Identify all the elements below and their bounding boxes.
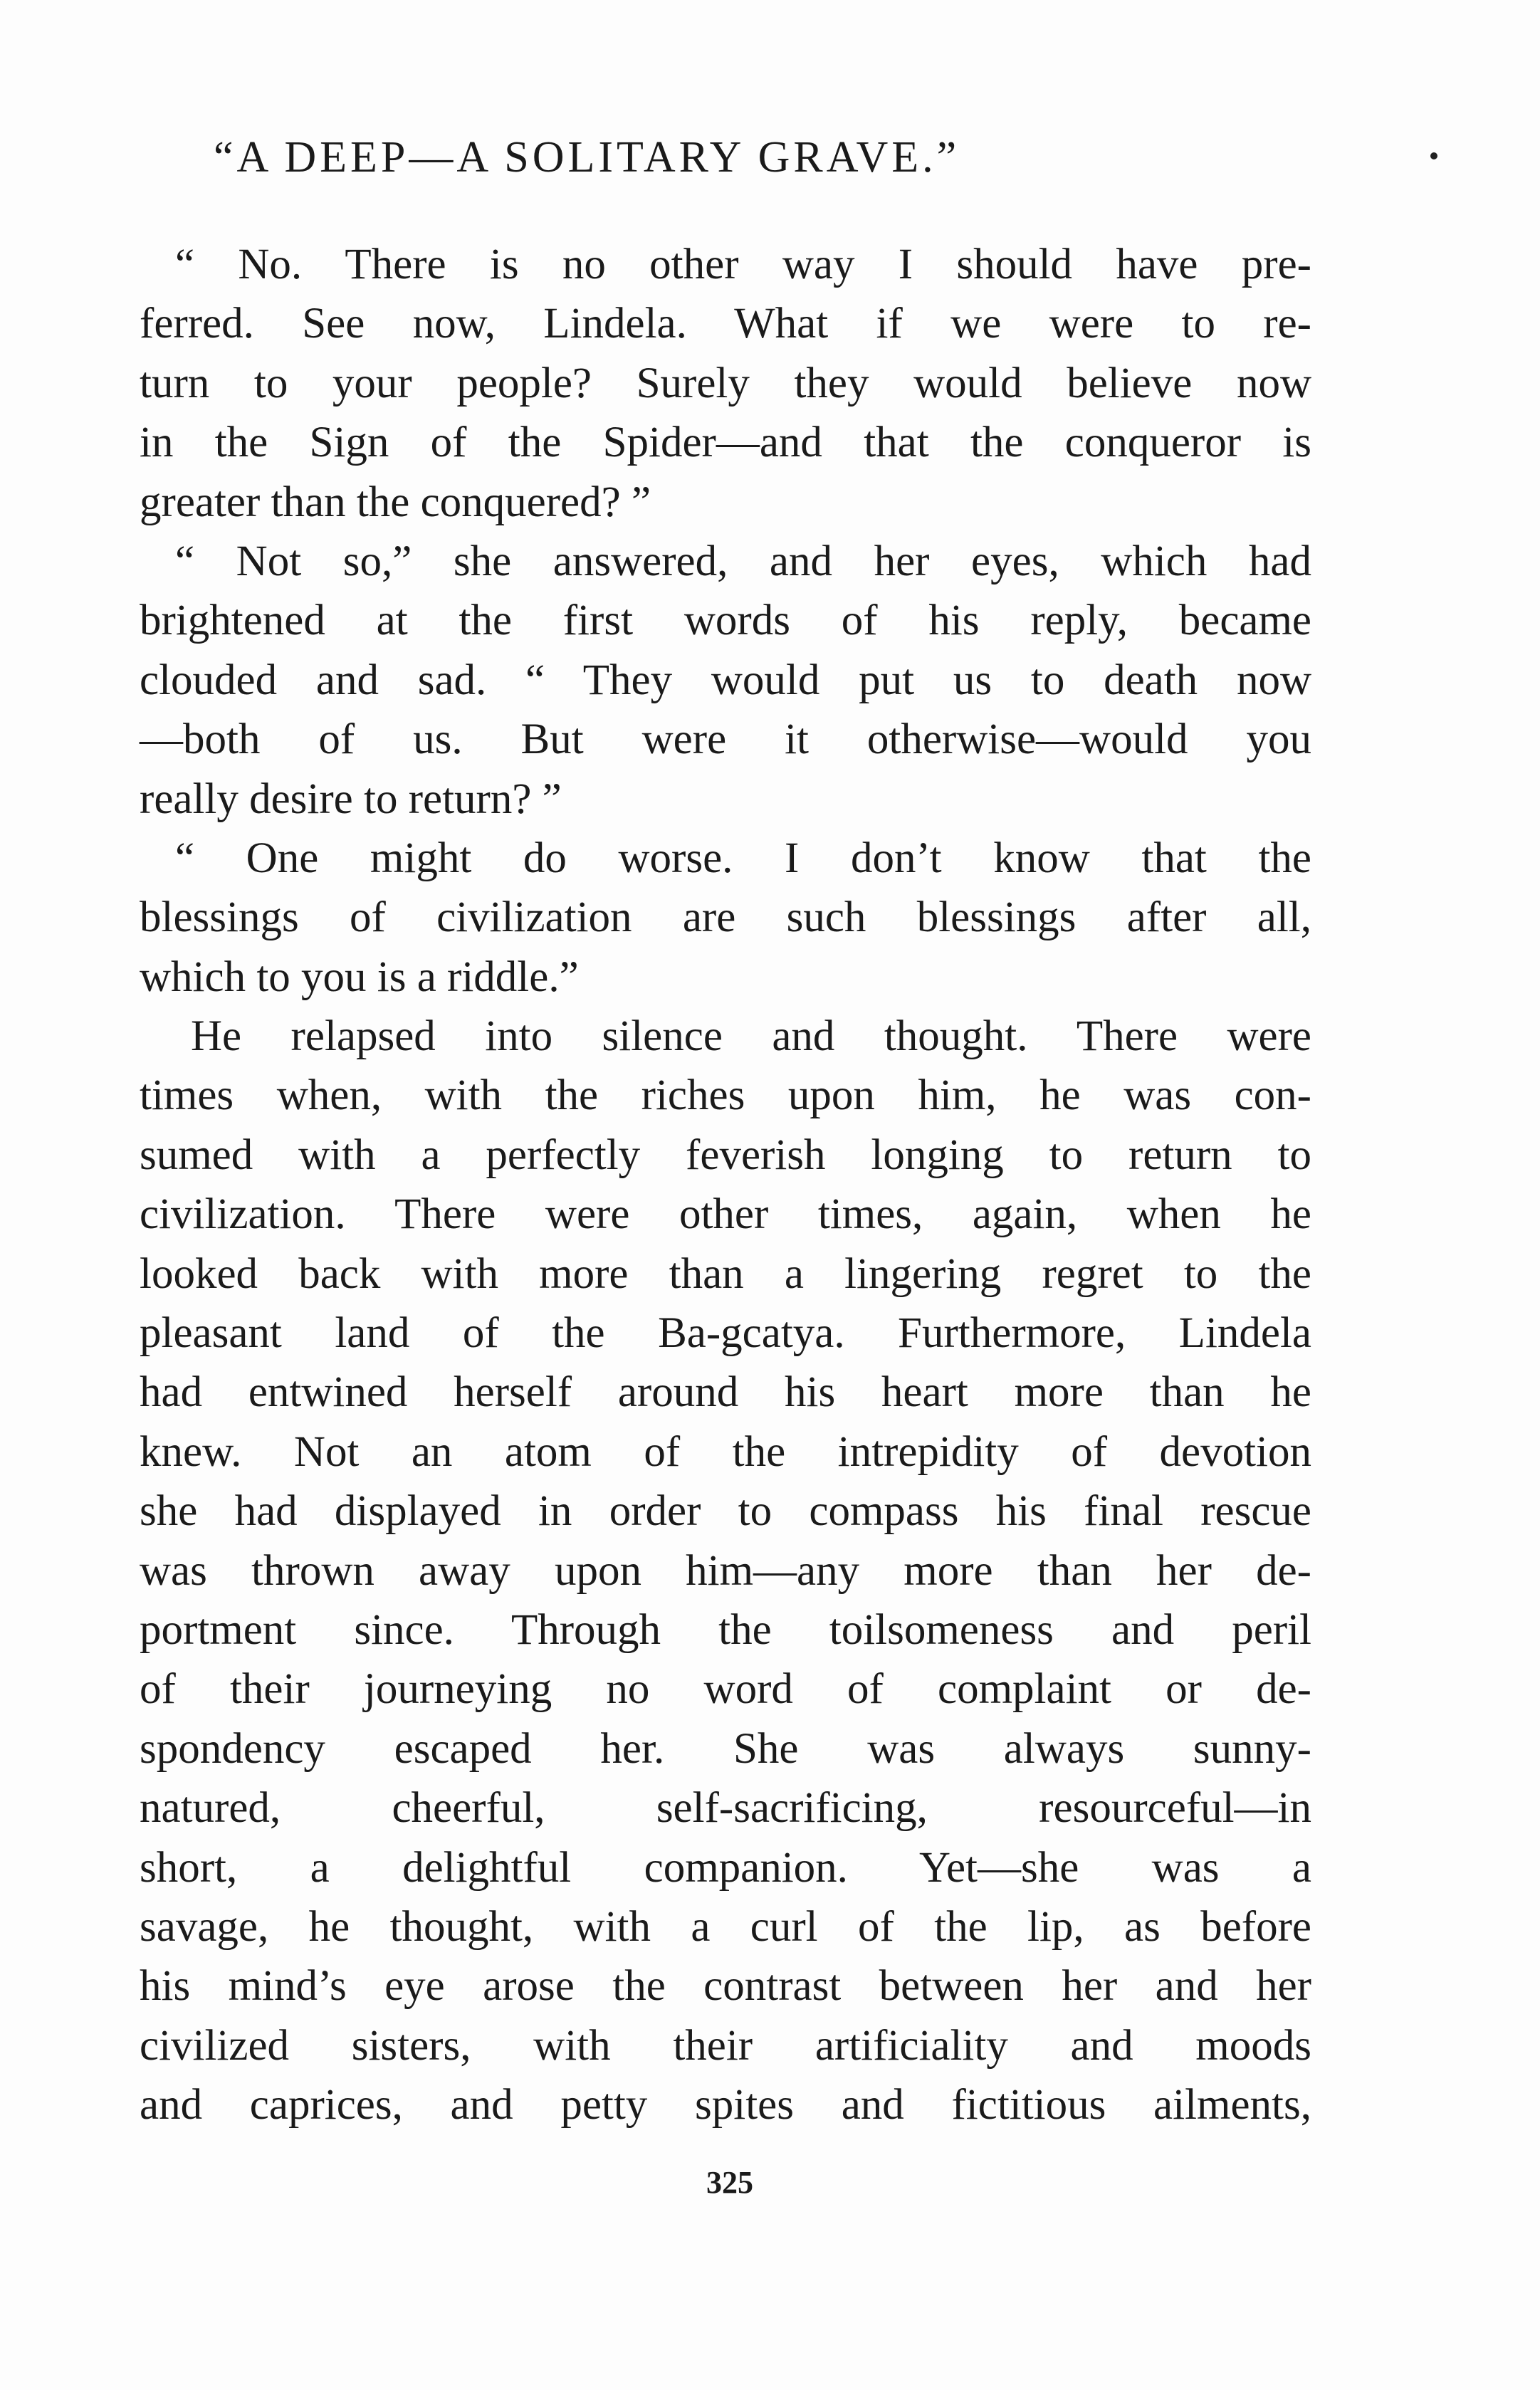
text-line: portment since. Through the toilsomeness and peril	[140, 1605, 1311, 1654]
text-line: blessings of civilization are such blessings after all,	[140, 893, 1311, 942]
body-text	[140, 235, 1311, 2135]
text-line: really desire to return? ”	[140, 775, 562, 823]
text-line: which to you is a riddle.”	[140, 953, 579, 1001]
text-line: —both of us. But were it otherwise—would you	[140, 716, 1311, 764]
ink-speck	[1430, 152, 1437, 159]
text-line: pleasant land of the Ba-gcatya. Furthermore, Lindela	[140, 1309, 1311, 1358]
text-line: turn to your people? Surely they would believe now	[140, 359, 1311, 407]
text-line: knew. Not an atom of the intrepidity of devotion	[140, 1427, 1311, 1476]
text-line: He relapsed into silence and thought. There were	[191, 1012, 1311, 1061]
text-line: looked back with more than a lingering regret to the	[140, 1249, 1311, 1298]
text-line: times when, with the riches upon him, he was con-	[140, 1071, 1311, 1120]
page-number: 325	[706, 2165, 753, 2200]
text-line: she had displayed in order to compass his final rescue	[140, 1487, 1311, 1536]
text-line: ferred. See now, Lindela. What if we were to re-	[140, 300, 1311, 348]
text-line: civilization. There were other times, again, when he	[140, 1190, 1311, 1239]
text-line: greater than the conquered? ”	[140, 478, 651, 526]
text-line: had entwined herself around his heart more than he	[140, 1368, 1311, 1417]
text-line: his mind’s eye arose the contrast between her and her	[140, 1962, 1311, 2011]
text-line: sumed with a perfectly feverish longing to return to	[140, 1131, 1311, 1179]
text-line: short, a delightful companion. Yet—she was a	[140, 1843, 1311, 1892]
text-line: savage, he thought, with a curl of the lip, as before	[140, 1902, 1311, 1951]
text-line: “ No. There is no other way I should have pre-	[175, 241, 1311, 288]
text-line: clouded and sad. “ They would put us to death now	[140, 656, 1311, 704]
text-line: spondency escaped her. She was always sunny-	[140, 1724, 1311, 1773]
text-line: and caprices, and petty spites and fictitious ailments,	[140, 2081, 1311, 2129]
text-line: “ Not so,” she answered, and her eyes, which had	[175, 537, 1311, 585]
text-line: “ One might do worse. I don’t know that the	[175, 834, 1311, 882]
text-line: was thrown away upon him—any more than her de-	[140, 1546, 1311, 1595]
text-line: brightened at the first words of his reply, became	[140, 597, 1311, 645]
text-line: of their journeying no word of complaint or de-	[140, 1665, 1311, 1714]
text-line: in the Sign of the Spider—and that the conqueror is	[140, 419, 1311, 467]
text-line: civilized sisters, with their artificiality and moods	[140, 2021, 1311, 2070]
running-head: “A DEEP—A SOLITARY GRAVE.”	[214, 133, 960, 182]
text-line: natured, cheerful, self-sacrificing, resourceful—in	[140, 1784, 1311, 1833]
